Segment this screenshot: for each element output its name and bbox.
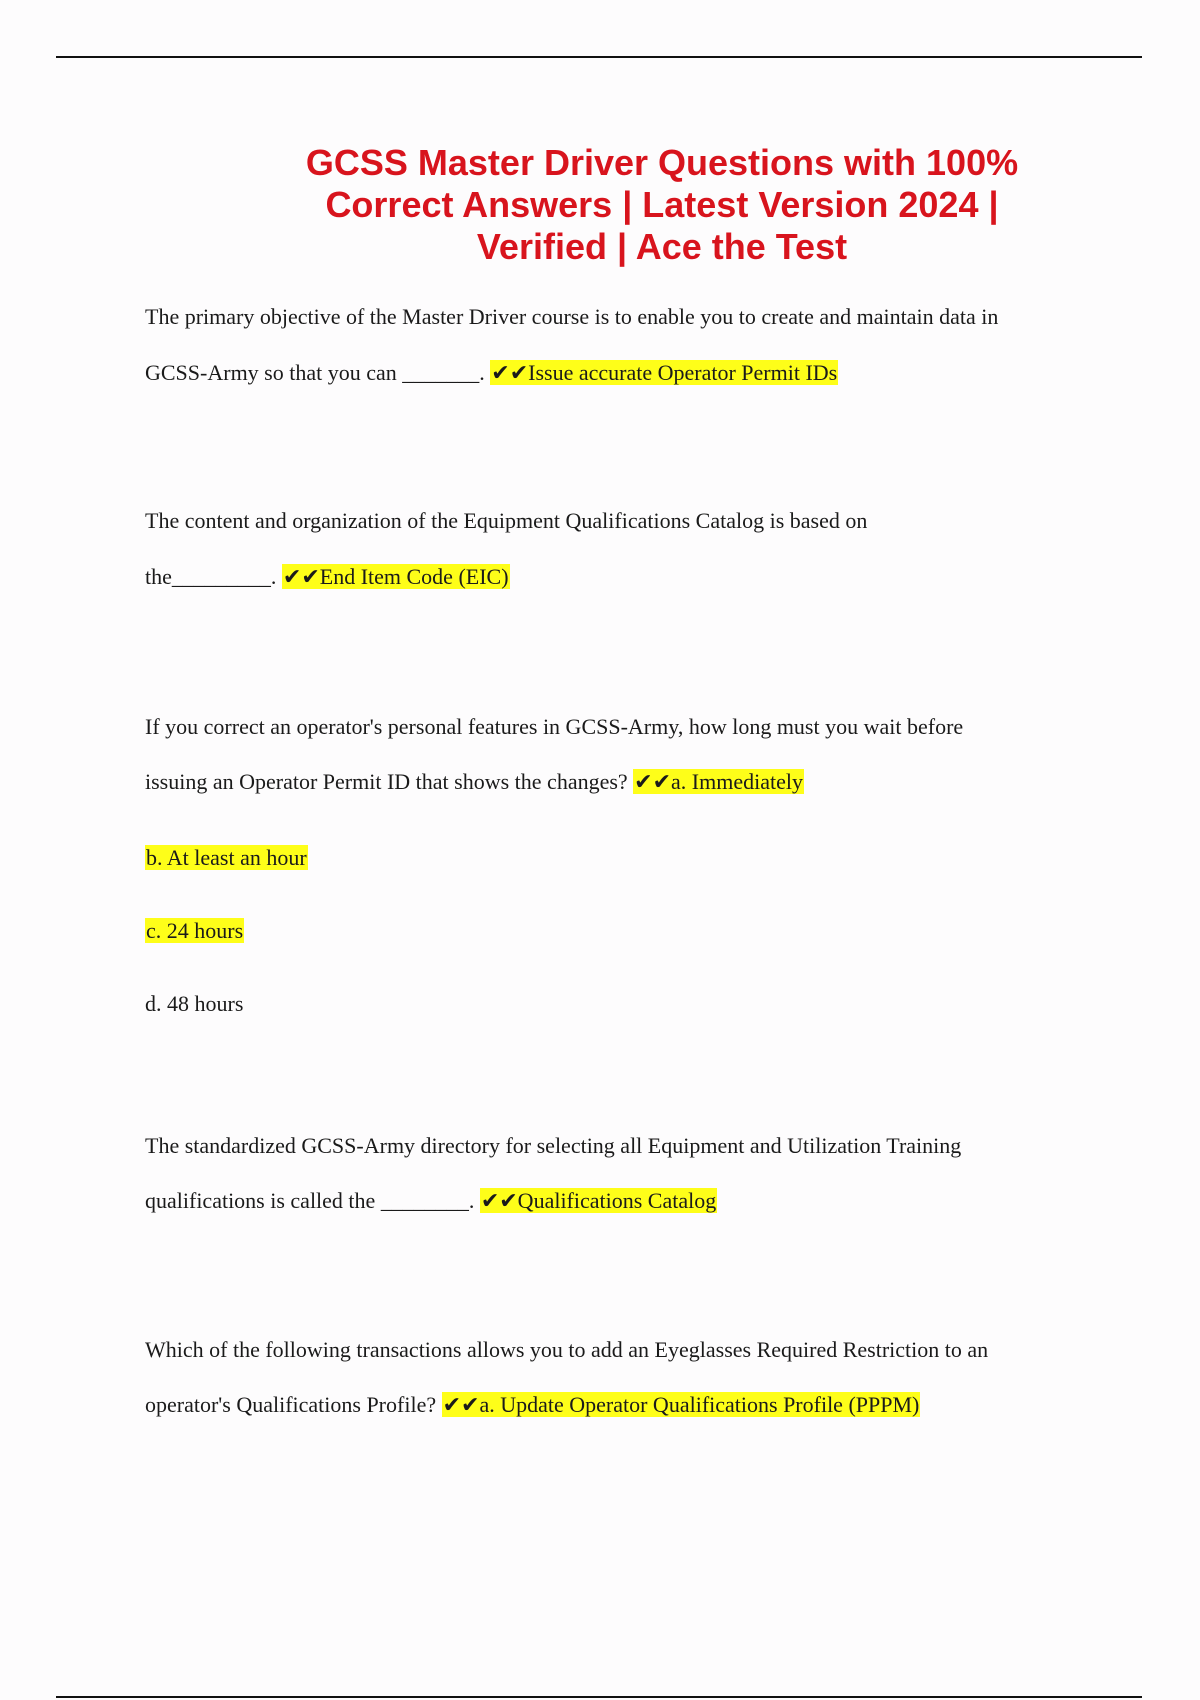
question-1-text: The primary objective of the Master Driver course is to enable you to create and maintain data in: [145, 304, 999, 329]
question-5-prompt: operator's Qualifications Profile?: [145, 1392, 437, 1417]
document-title: [262, 142, 1062, 268]
question-5-answer: ✔✔a. Update Operator Qualifications Profile (PPPM): [442, 1392, 920, 1417]
question-3-option-b: [145, 843, 308, 873]
question-1-answer: ✔✔Issue accurate Operator Permit IDs: [491, 360, 838, 385]
question-2-line-2: [145, 562, 510, 592]
question-1-prompt: GCSS-Army so that you can _______.: [145, 360, 485, 385]
question-3-answer: ✔✔a. Immediately: [634, 769, 803, 794]
bottom-rule: [56, 1696, 1142, 1698]
top-rule: [56, 56, 1142, 58]
question-4-answer: ✔✔Qualifications Catalog: [480, 1188, 717, 1213]
question-3-option-c: [145, 916, 244, 946]
question-1-line-2: [145, 358, 838, 388]
question-3-option-d: [145, 989, 243, 1019]
question-5-line-2: [145, 1390, 920, 1420]
question-4-text: The standardized GCSS-Army directory for selecting all Equipment and Utilization Training: [145, 1133, 962, 1158]
option-b-text: b. At least an hour: [146, 845, 307, 870]
option-d-text: d. 48 hours: [145, 991, 244, 1016]
question-4-line-2: [145, 1186, 717, 1216]
question-3-prompt: issuing an Operator Permit ID that shows the changes?: [145, 769, 628, 794]
question-4-prompt: qualifications is called the ________.: [145, 1188, 475, 1213]
question-5-text: Which of the following transactions allows you to add an Eyeglasses Required Restriction to an: [145, 1337, 989, 1362]
title-line-2: Correct Answers | Latest Version 2024 |: [325, 184, 999, 225]
option-c-text: c. 24 hours: [146, 918, 244, 943]
question-3-line-2: [145, 767, 804, 797]
title-line-3: Verified | Ace the Test: [476, 226, 848, 267]
question-2-prompt: the_________.: [145, 564, 277, 589]
question-3-text: If you correct an operator's personal features in GCSS-Army, how long must you wait before: [145, 714, 964, 739]
title-line-1: GCSS Master Driver Questions with 100%: [305, 142, 1019, 183]
question-2-answer: ✔✔End Item Code (EIC): [282, 564, 509, 589]
question-2-text: The content and organization of the Equipment Qualifications Catalog is based on: [145, 508, 868, 533]
